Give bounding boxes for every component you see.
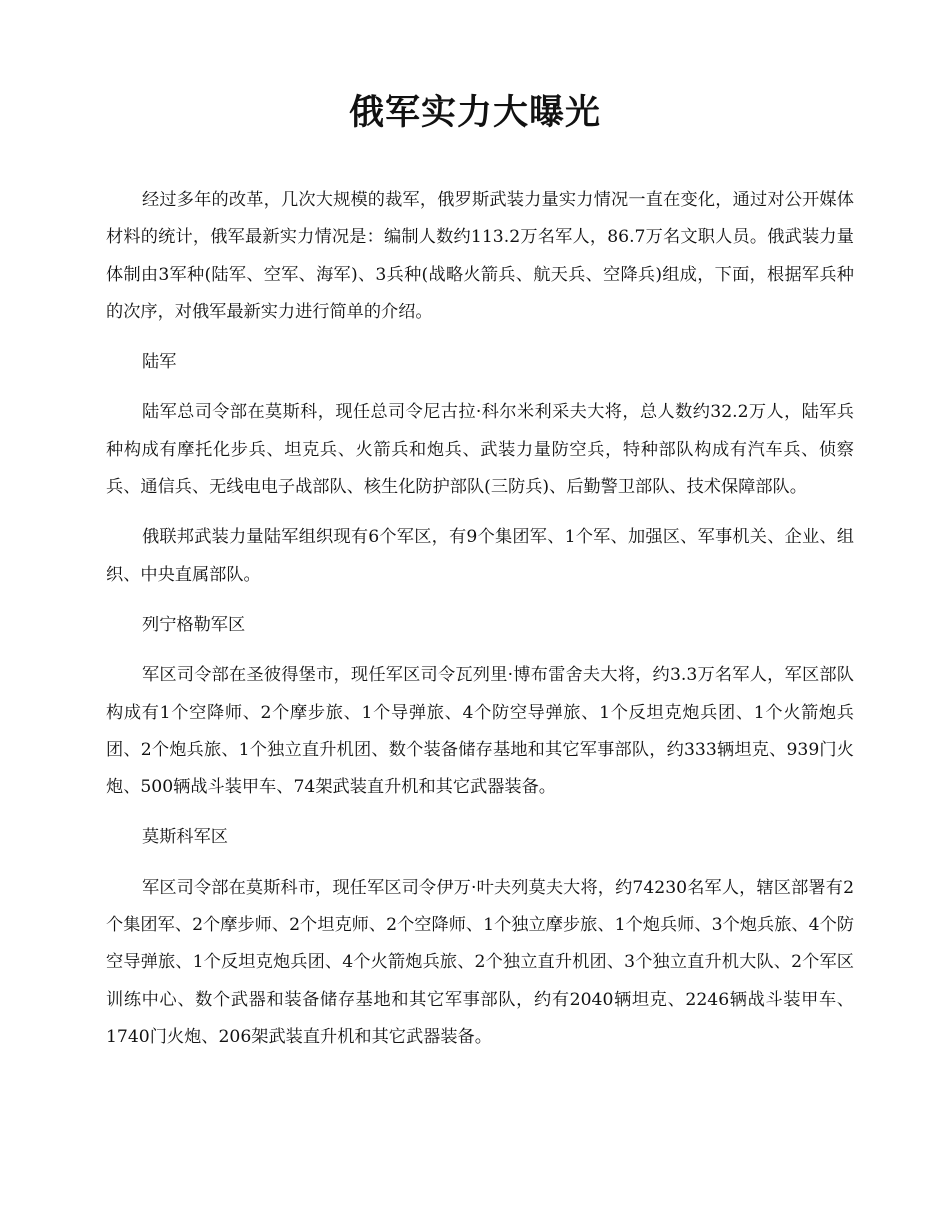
page-title: 俄军实力大曝光 (348, 92, 601, 133)
section-heading-leningrad: 列宁格勒军区 (142, 614, 246, 635)
section-heading-moscow: 莫斯科军区 (142, 827, 228, 848)
document-body (106, 182, 854, 1056)
military-districts-paragraph: 俄联邦武装力量陆军组织现有6个军区，有9个集团军、1个军、加强区、军事机关、企业、组织、中央直属部队。 (106, 527, 854, 585)
army-paragraph: 陆军总司令部在莫斯科，现任总司令尼古拉·科尔米利采夫大将，总人数约32.2万人，陆军兵种构成有摩托化步兵、坦克兵、火箭兵和炮兵、武装力量防空兵，特种部队构成有汽车兵、侦察兵、通信兵、无线电电子战部队、核生化防护部队(三防兵)、后勤警卫部队、技术保障部队。 (106, 402, 854, 498)
intro-paragraph: 经过多年的改革，几次大规模的裁军，俄罗斯武装力量实力情况一直在变化，通过对公开媒体材料的统计，俄军最新实力情况是：编制人数约113.2万名军人，86.7万名文职人员。俄武装力量体制由3军种(陆军、空军、海军)、3兵种(战略火箭兵、航天兵、空降兵)组成，下面，根据军兵种的次序，对俄军最新实力进行简单的介绍。 (106, 190, 854, 322)
leningrad-paragraph: 军区司令部在圣彼得堡市，现任军区司令瓦列里·博布雷舍夫大将，约3.3万名军人，军区部队构成有1个空降师、2个摩步旅、1个导弹旅、4个防空导弹旅、1个反坦克炮兵团、1个火箭炮兵团、2个炮兵旅、1个独立直升机团、数个装备储存基地和其它军事部队，约333辆坦克、939门火炮、500辆战斗装甲车、74架武装直升机和其它武器装备。 (106, 665, 854, 798)
section-heading-army: 陆军 (142, 352, 177, 373)
moscow-paragraph: 军区司令部在莫斯科市，现任军区司令伊万·叶夫列莫夫大将，约74230名军人，辖区部署有2个集团军、2个摩步师、2个坦克师、2个空降师、1个独立摩步旅、1个炮兵师、3个炮兵旅、4个防空导弹旅、1个反坦克炮兵团、4个火箭炮兵旅、2个独立直升机团、3个独立直升机大队、2个军区训练中心、数个武器和装备储存基地和其它军事部队，约有2040辆坦克、2246辆战斗装甲车、1740门火炮、206架武装直升机和其它武器装备。 (106, 877, 854, 1047)
